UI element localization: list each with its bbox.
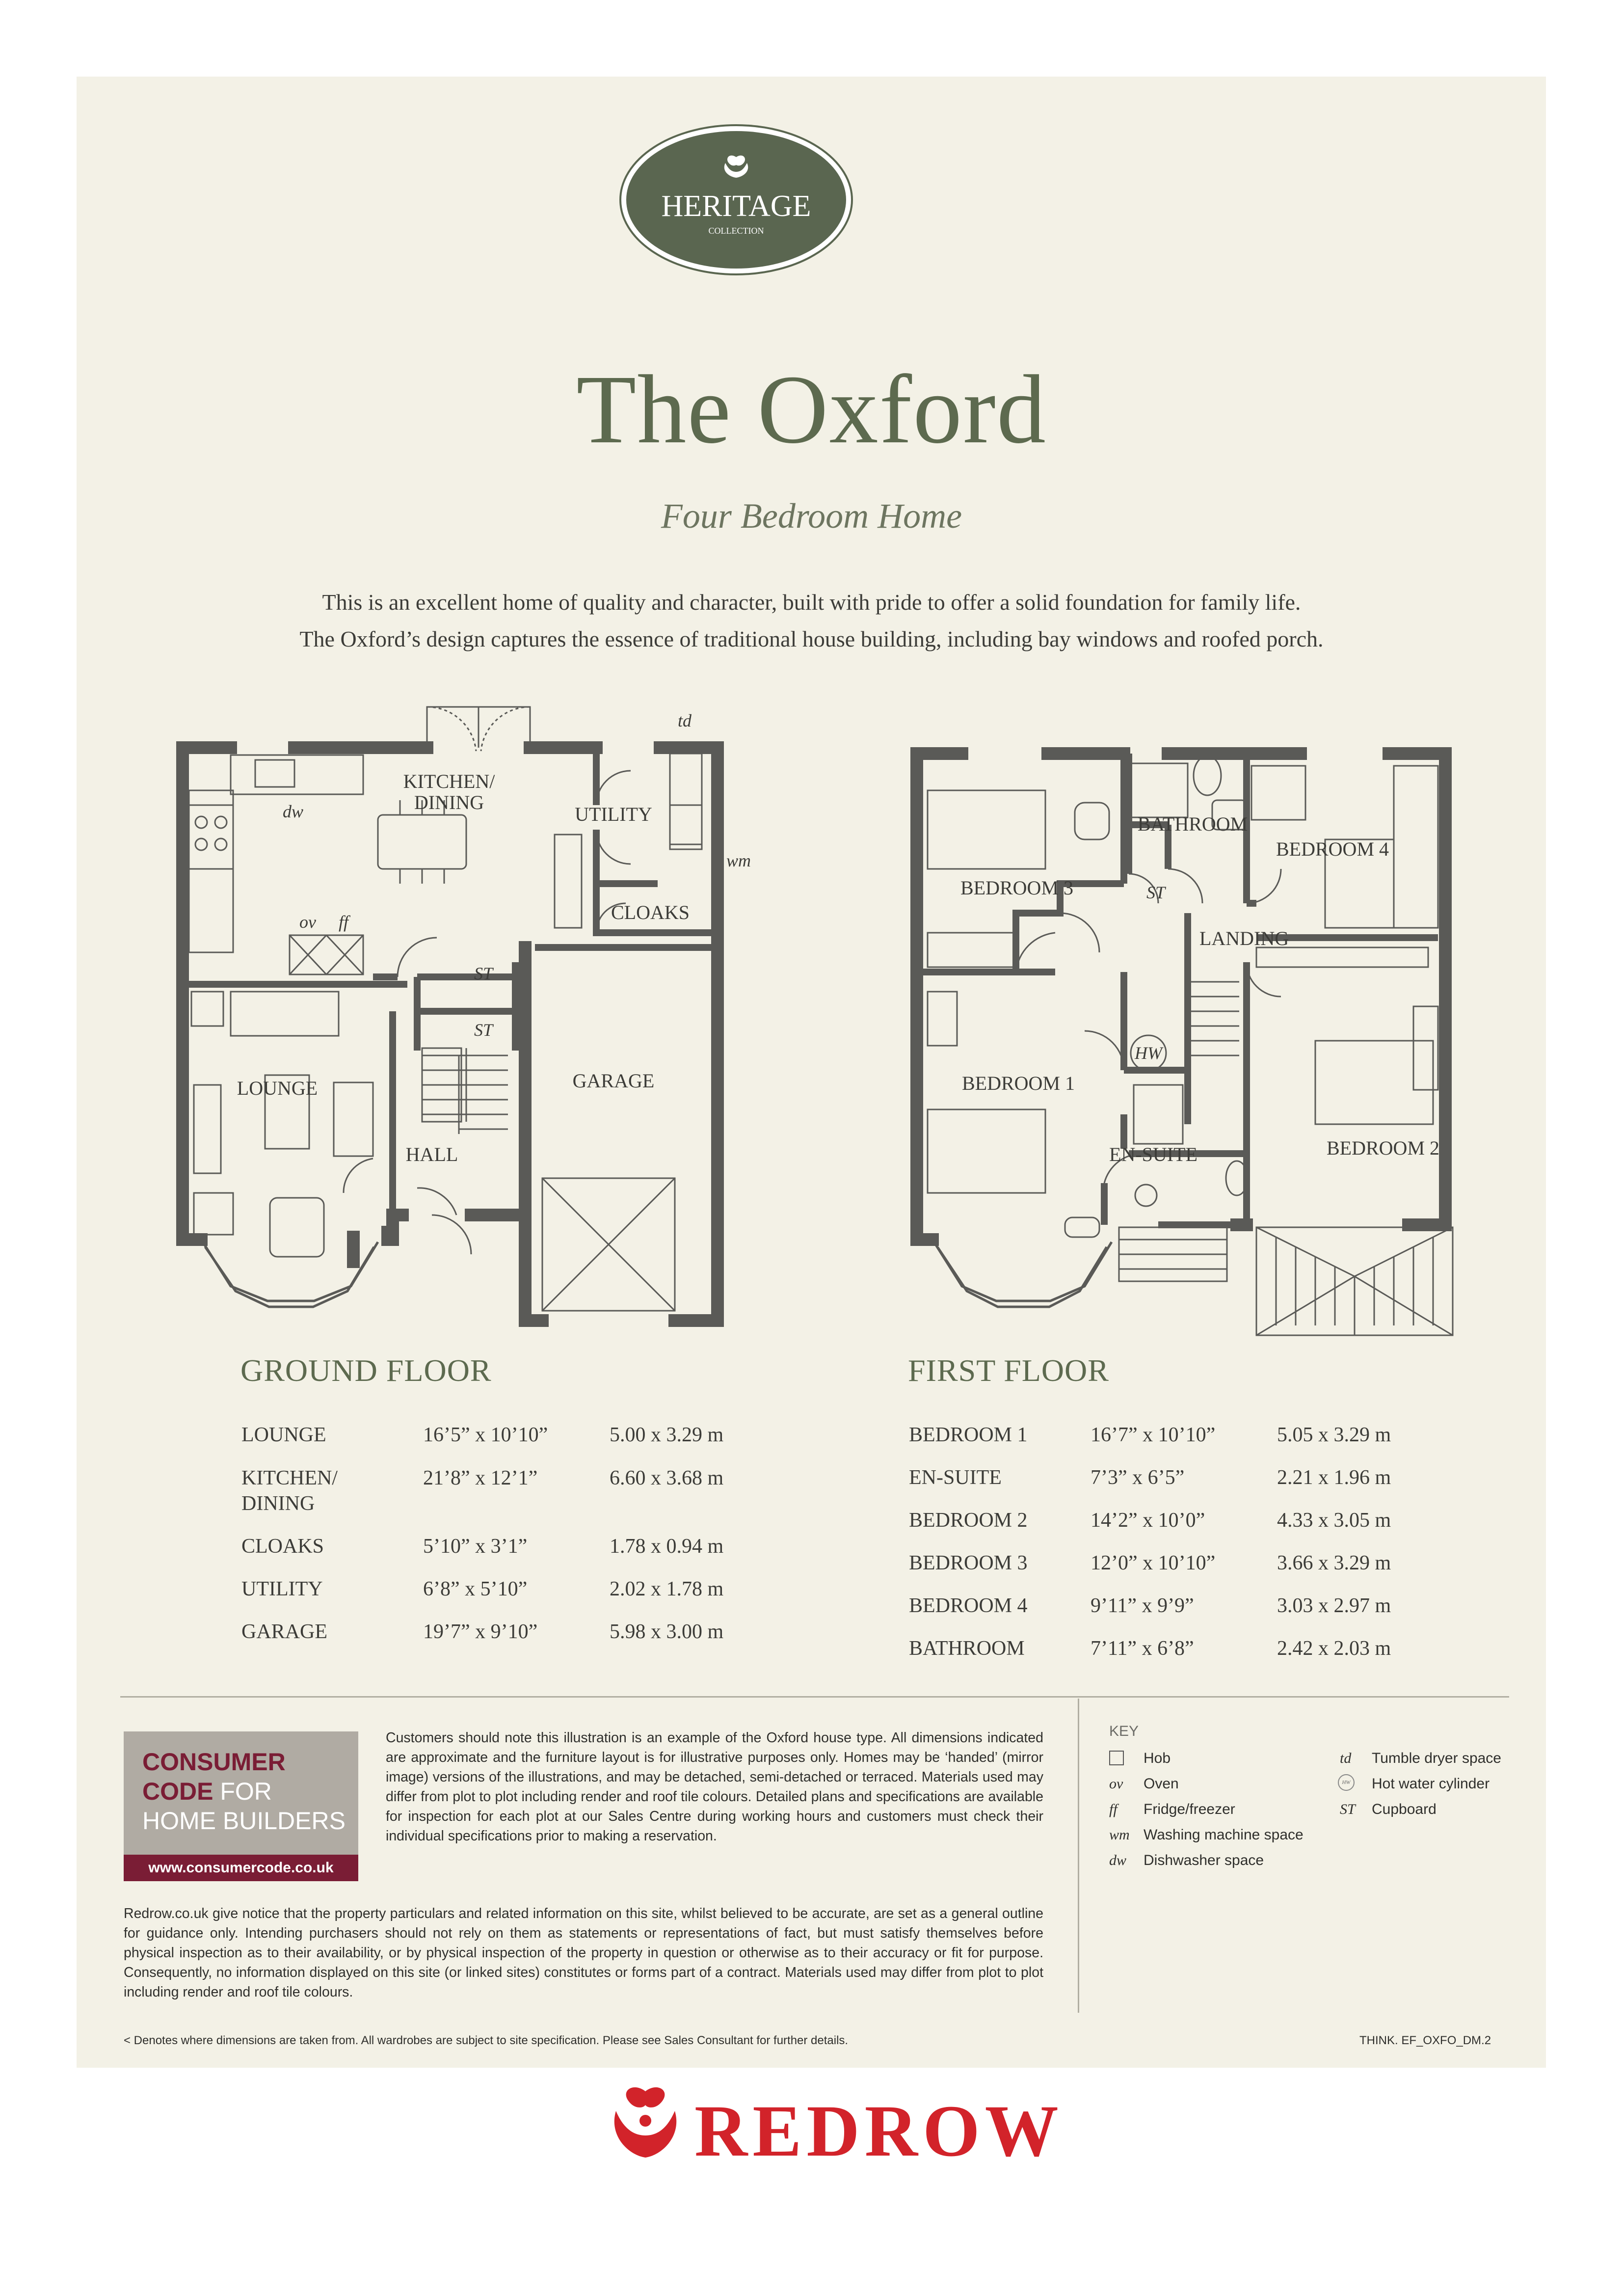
key-label-fridge: Fridge/freezer xyxy=(1144,1801,1235,1817)
key-heading: KEY xyxy=(1109,1723,1139,1739)
label-ff: ff xyxy=(338,912,349,932)
label-utility: UTILITY xyxy=(575,803,652,825)
ground-floor-plan xyxy=(169,697,751,1335)
intro-line-2: The Oxford’s design captures the essence of traditional house building, including bay windows and roofed porch. xyxy=(299,626,1324,651)
key-label-cupboard: Cupboard xyxy=(1372,1801,1437,1817)
label-st: ST xyxy=(1146,883,1166,902)
key-label-tumble: Tumble dryer space xyxy=(1372,1750,1501,1766)
label-st-1: ST xyxy=(474,964,493,983)
label-bedroom-2: BEDROOM 2 xyxy=(1326,1137,1440,1159)
label-dining: DINING xyxy=(414,791,484,813)
key-abbr-wm: wm xyxy=(1109,1827,1130,1843)
key-abbr-dw: dw xyxy=(1109,1852,1127,1868)
label-bedroom-3: BEDROOM 3 xyxy=(960,877,1074,899)
label-bedroom-1: BEDROOM 1 xyxy=(961,1072,1075,1094)
label-dw: dw xyxy=(282,802,304,821)
label-ov: ov xyxy=(299,912,316,932)
label-td: td xyxy=(677,711,692,730)
label-cloaks: CLOAKS xyxy=(611,901,690,923)
badge-name: HERITAGE xyxy=(661,189,811,223)
label-lounge: LOUNGE xyxy=(237,1077,318,1099)
label-garage: GARAGE xyxy=(572,1070,655,1092)
document-ref: THINK. EF_OXFO_DM.2 xyxy=(1359,2034,1491,2047)
key-label-hob: Hob xyxy=(1144,1750,1171,1766)
first-floor-plan xyxy=(888,727,1487,1345)
label-bedroom-4: BEDROOM 4 xyxy=(1276,838,1389,860)
ground-floor-schedule: LOUNGE 16’5” x 10’10” 5.00 x 3.29 m KITCHEN/ DINING 21’8” x 12’1” 6.60 x 3.68 m CLOAKS 5’10” x 3’1” 1.78 x 0.94 m UTILITY 6’8” x 5’10” 2.02 x 1.78 m GARAGE 19’7” x 9’10” 5.98 x 3.00 m xyxy=(241,1424,724,1643)
hot-water-icon: HW xyxy=(1338,1774,1355,1791)
section-divider xyxy=(120,1696,1509,1698)
consumer-code-line2: CODE FOR xyxy=(142,1778,272,1805)
page-title: The Oxford xyxy=(576,355,1047,464)
footnote: < Denotes where dimensions are taken from. All wardrobes are subject to site specification. Please see Sales Consultant for further details. xyxy=(124,2034,849,2047)
badge-sub: COLLECTION xyxy=(708,226,764,236)
key-label-hot-water: Hot water cylinder xyxy=(1372,1776,1490,1792)
label-bathroom: BATHROOM xyxy=(1137,813,1248,835)
key-abbr-td: td xyxy=(1340,1750,1352,1766)
key-abbr-ff: ff xyxy=(1109,1801,1117,1817)
page-subtitle: Four Bedroom Home xyxy=(661,496,962,536)
label-hw: HW xyxy=(1135,1043,1162,1063)
intro-line-1: This is an excellent home of quality and character, built with pride to offer a solid foundation for family life. xyxy=(322,590,1301,615)
key-abbr-ov: ov xyxy=(1109,1776,1123,1792)
label-landing: LANDING xyxy=(1199,927,1289,949)
redrow-wordmark: REDROW xyxy=(694,2090,1064,2172)
consumer-code-url[interactable]: www.consumercode.co.uk xyxy=(124,1855,358,1881)
key-label-washing: Washing machine space xyxy=(1144,1827,1304,1843)
label-kitchen: KITCHEN/ xyxy=(403,770,495,792)
key-label-dishwasher: Dishwasher space xyxy=(1144,1852,1264,1868)
redrow-leaf-icon xyxy=(609,2081,682,2170)
consumer-code-line3: HOME BUILDERS xyxy=(142,1807,346,1835)
illustration-disclaimer: Customers should note this illustration is an example of the Oxford house type. All dimensions indicated are approximate and the furniture layout is for illustrative purposes only. Homes may be ‘handed’ (mirror image) versions of the illustrations, and may be detached, semi-detached or terraced. Materials used may differ from plot to plot including render and roof tile colours. Detailed plans and specifications are available for inspection for each plot at our Sales Centre during working hours and customers must check their individual specifications prior to making a reservation. xyxy=(386,1730,1043,1844)
key-abbr-st: ST xyxy=(1340,1801,1356,1817)
heritage-badge-logo xyxy=(618,123,854,277)
key-label-oven: Oven xyxy=(1144,1776,1179,1792)
label-en-suite: EN-SUITE xyxy=(1109,1143,1197,1165)
ground-floor-heading: GROUND FLOOR xyxy=(240,1353,492,1388)
label-wm: wm xyxy=(726,851,751,870)
legal-disclaimer: Redrow.co.uk give notice that the property particulars and related information on this site, whilst believed to be accurate, are set as a general outline for guidance only. Intending purchasers should not rely on them as statements or representations of fact, but must satisfy themselves before physical inspection as to their availability, or by physical inspection of the property in question or otherwise as to their accuracy or fit for purpose. Consequently, no information displayed on this site (or linked sites) constitutes or forms part of a contract. Materials used may differ from plot to plot including render and roof tile colours. xyxy=(124,1906,1043,2000)
first-floor-heading: FIRST FLOOR xyxy=(908,1353,1109,1388)
first-floor-schedule: BEDROOM 1 16’7” x 10’10” 5.05 x 3.29 m EN-SUITE 7’3” x 6’5” 2.21 x 1.96 m BEDROOM 2 14’2” x 10’0” 4.33 x 3.05 m BEDROOM 3 12’0” x 10’10” 3.66 x 3.29 m BEDROOM 4 9’11” x 9’9” 3.03 x 2.97 m BATHROOM 7’11” x 6’8” 2.42 x 2.03 m xyxy=(909,1424,1391,1660)
consumer-code-line1: CONSUMER xyxy=(142,1748,286,1776)
hob-icon xyxy=(1109,1751,1124,1765)
label-hall: HALL xyxy=(405,1143,458,1165)
label-st-2: ST xyxy=(474,1020,493,1040)
key-divider xyxy=(1078,1699,1079,2013)
